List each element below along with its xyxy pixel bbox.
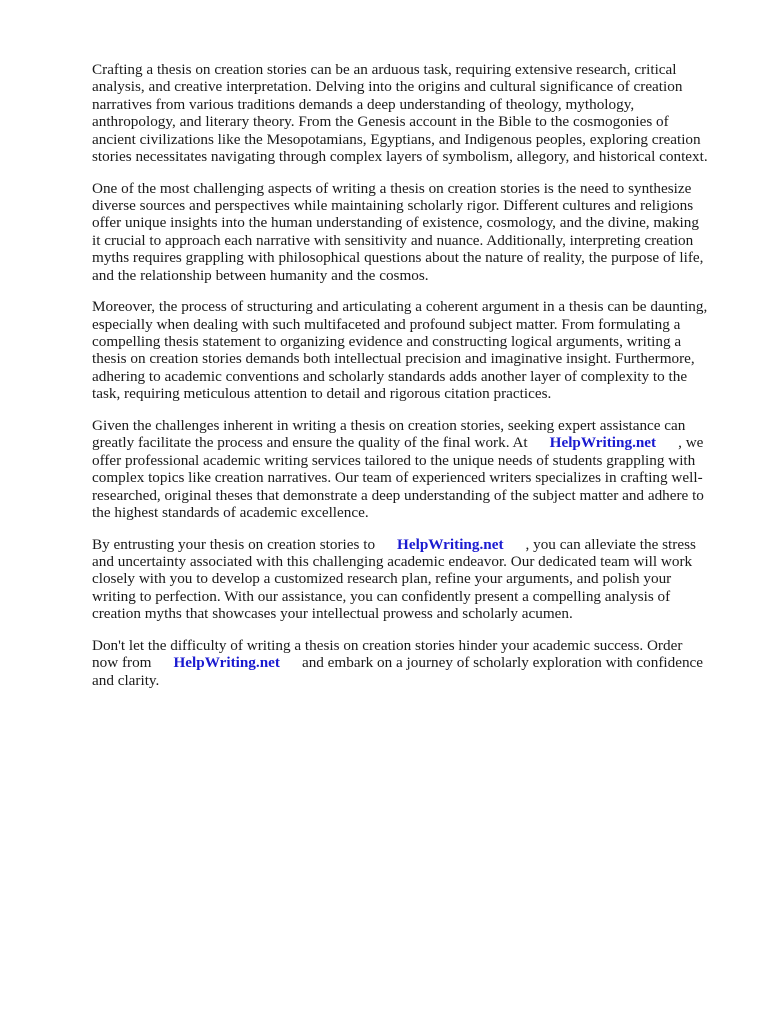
text-segment: and embark on a journey of scholarly exploration with confidence — [301, 654, 704, 672]
text-line: thesis on creation stories demands both intellectual precision and imaginative insight. Furthermore, — [92, 350, 695, 368]
paragraph-challenges — [92, 180, 732, 284]
helpwriting-link[interactable]: HelpWriting.net — [173, 654, 280, 672]
text-line — [92, 434, 732, 451]
paragraph-assistance — [92, 417, 732, 521]
paragraph-call-to-action — [92, 637, 732, 689]
text-line: and clarity. — [92, 671, 160, 689]
text-line: stories necessitates navigating through complex layers of symbolism, allegory, and historical context. — [92, 148, 708, 166]
text-segment: , we — [678, 434, 704, 452]
text-line: closely with you to develop a customized research plan, refine your arguments, and polish your — [92, 570, 672, 588]
text-line: compelling thesis statement to organizing evidence and constructing logical arguments, writing a — [92, 333, 682, 351]
helpwriting-link[interactable]: HelpWriting.net — [549, 434, 657, 452]
text-line: and uncertainty associated with this challenging academic endeavor. Our dedicated team will work — [92, 552, 693, 570]
text-segment: greatly facilitate the process and ensure the quality of the final work. At — [92, 434, 528, 452]
text-segment: now from — [92, 654, 152, 672]
text-line: adhering to academic conventions and scholarly standards adds another layer of complexity to the — [92, 367, 688, 385]
text-line: the highest standards of academic excellence. — [92, 503, 369, 521]
text-line: anthropology, and literary theory. From the Genesis account in the Bible to the cosmogonies of — [92, 113, 669, 131]
text-line: ancient civilizations like the Mesopotamians, Egyptians, and Indigenous peoples, exploring creation — [92, 130, 701, 148]
helpwriting-link[interactable]: HelpWriting.net — [397, 535, 504, 553]
paragraph-structuring — [92, 298, 732, 402]
text-line: analysis, and creative interpretation. Delving into the origins and cultural significance of creation — [92, 78, 683, 96]
text-line: it crucial to approach each narrative with sensitivity and nuance. Additionally, interpreting creation — [92, 231, 694, 249]
text-line: Moreover, the process of structuring and articulating a coherent argument in a thesis can be daunting, — [92, 298, 708, 316]
text-line: myths requires grappling with philosophical questions about the nature of reality, the purpose of life, — [92, 249, 704, 267]
text-line: task, requiring meticulous attention to detail and rigorous citation practices. — [92, 385, 552, 403]
text-segment: , you can alleviate the stress — [525, 535, 696, 553]
text-line: Don't let the difficulty of writing a thesis on creation stories hinder your academic success. Order — [92, 636, 683, 654]
document-page — [92, 61, 732, 703]
text-line: offer unique insights into the human understanding of existence, cosmology, and the divine, making — [92, 214, 699, 232]
text-line: writing to perfection. With our assistance, you can confidently present a compelling analysis of — [92, 587, 671, 605]
paragraph-intro — [92, 61, 732, 165]
text-line: offer professional academic writing services tailored to the unique needs of students grappling with — [92, 451, 696, 469]
text-segment: By entrusting your thesis on creation stories to — [92, 535, 376, 553]
text-line: Given the challenges inherent in writing a thesis on creation stories, seeking expert assistance can — [92, 416, 686, 434]
text-line: Crafting a thesis on creation stories can be an arduous task, requiring extensive research, critical — [92, 61, 677, 78]
text-line: especially when dealing with such multifaceted and profound subject matter. From formulating a — [92, 315, 681, 333]
text-line: and the relationship between humanity and the cosmos. — [92, 266, 429, 284]
paragraph-entrusting — [92, 536, 732, 623]
text-line — [92, 654, 732, 671]
text-line — [92, 536, 732, 553]
text-line: One of the most challenging aspects of writing a thesis on creation stories is the need to synthesize — [92, 179, 692, 197]
text-line: complex topics like creation narratives. Our team of experienced writers specializes in crafting well- — [92, 469, 703, 487]
text-line: diverse sources and perspectives while maintaining scholarly rigor. Different cultures and religions — [92, 197, 694, 215]
text-line: narratives from various traditions demands a deep understanding of theology, mythology, — [92, 95, 635, 113]
text-line: creation myths that showcases your intellectual prowess and scholarly acumen. — [92, 605, 573, 623]
text-line: researched, original theses that demonstrate a deep understanding of the subject matter and adhere to — [92, 486, 704, 504]
